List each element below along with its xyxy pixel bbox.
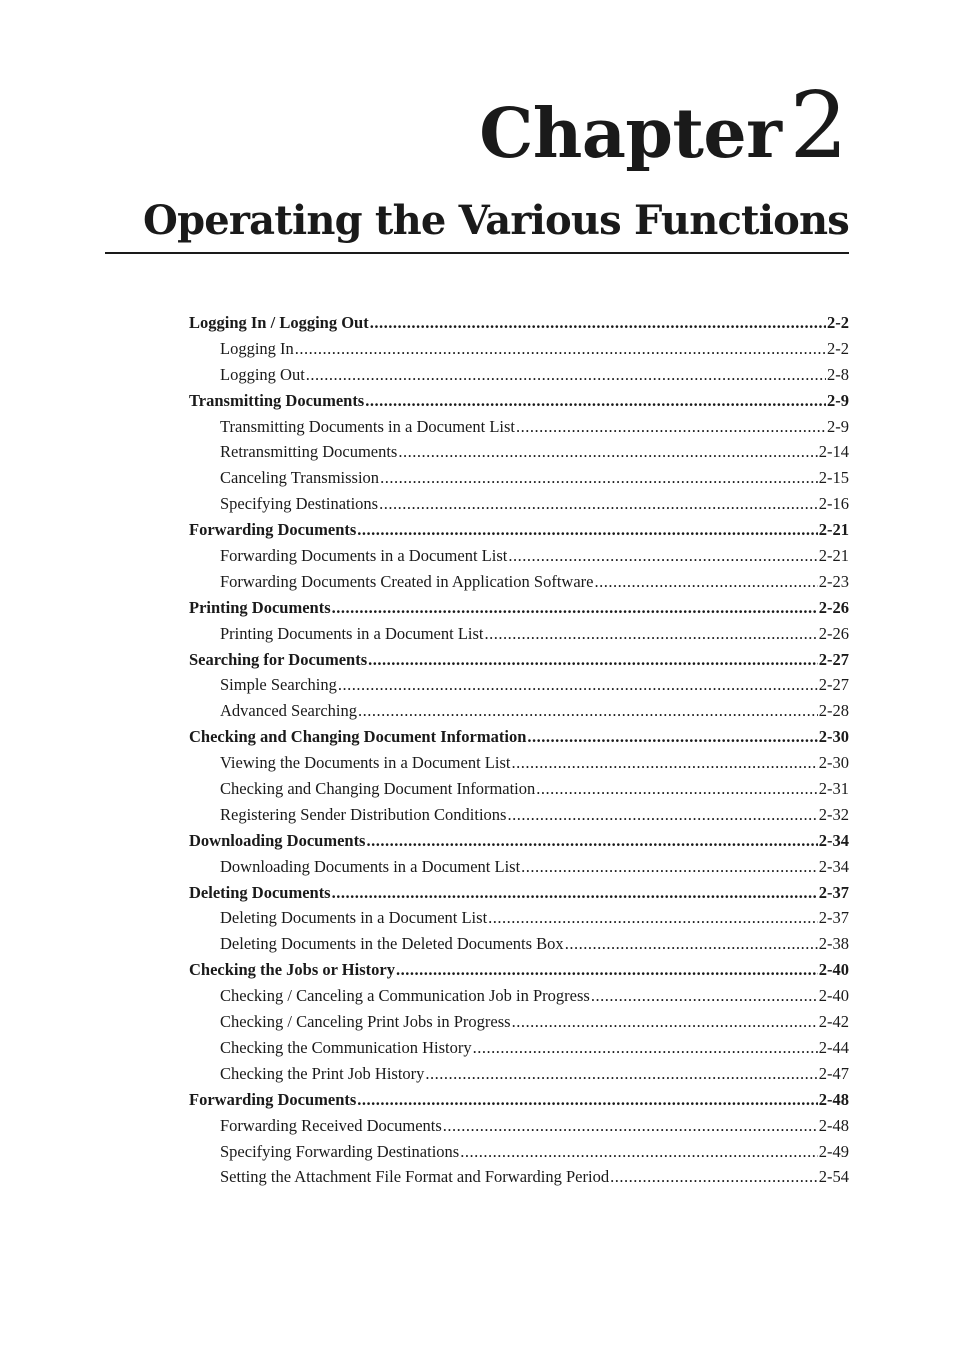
toc-page-number: 2-54 [818,1167,849,1187]
toc-dot-leader [594,569,817,595]
toc-entry-title: Checking / Canceling Print Jobs in Progress [220,1012,511,1032]
toc-dot-leader [306,362,826,388]
toc-entry-title: Specifying Destinations [220,494,379,514]
toc-page-number: 2-32 [818,804,849,824]
toc-dot-leader [460,1139,818,1165]
toc-entry-title: Viewing the Documents in a Document List [220,753,511,773]
chapter-title: Operating the Various Functions [105,196,849,254]
toc-section-entry[interactable] [189,957,849,983]
toc-dot-leader [516,414,826,440]
toc-subsection-entry[interactable] [189,672,849,698]
toc-dot-leader [485,621,818,647]
toc-page-number: 2-9 [827,390,849,410]
toc-entry-title: Printing Documents [189,597,331,617]
toc-page-number: 2-47 [818,1063,849,1083]
toc-subsection-entry[interactable] [189,1139,849,1165]
toc-entry-title: Logging Out [220,364,305,384]
toc-subsection-entry[interactable] [189,983,849,1009]
toc-entry-title: Advanced Searching [220,701,357,721]
toc-page-number: 2-23 [818,571,849,591]
toc-subsection-entry[interactable] [189,1164,849,1190]
toc-entry-title: Searching for Documents [189,649,368,669]
toc-dot-leader [380,465,818,491]
toc-entry-title: Retransmitting Documents [220,442,398,462]
toc-entry-title: Canceling Transmission [220,468,380,488]
toc-entry-title: Printing Documents in a Document List [220,623,484,643]
toc-page-number: 2-21 [818,546,849,566]
chapter-heading [479,72,848,179]
toc-subsection-entry[interactable] [189,905,849,931]
toc-subsection-entry[interactable] [189,621,849,647]
toc-entry-title: Registering Sender Distribution Conditions [220,804,507,824]
toc-page-number: 2-2 [827,338,849,358]
toc-dot-leader [332,595,818,621]
toc-dot-leader [591,983,818,1009]
toc-page-number: 2-40 [818,960,849,980]
toc-section-entry[interactable] [189,880,849,906]
toc-section-entry[interactable] [189,724,849,750]
toc-entry-title: Checking the Communication History [220,1037,472,1057]
toc-subsection-entry[interactable] [189,854,849,880]
toc-subsection-entry[interactable] [189,543,849,569]
toc-subsection-entry[interactable] [189,362,849,388]
toc-subsection-entry[interactable] [189,802,849,828]
toc-dot-leader [610,1164,818,1190]
toc-dot-leader [473,1035,818,1061]
toc-subsection-entry[interactable] [189,465,849,491]
toc-section-entry[interactable] [189,388,849,414]
toc-section-entry[interactable] [189,647,849,673]
toc-page-number: 2-8 [827,364,849,384]
toc-dot-leader [379,491,818,517]
toc-entry-title: Forwarding Documents [189,1089,357,1109]
toc-entry-title: Setting the Attachment File Format and Forwarding Period [220,1167,610,1187]
toc-dot-leader [443,1113,818,1139]
toc-subsection-entry[interactable] [189,1113,849,1139]
toc-entry-title: Forwarding Received Documents [220,1115,442,1135]
toc-dot-leader [527,724,817,750]
toc-dot-leader [396,957,818,983]
table-of-contents [189,310,849,1190]
toc-page-number: 2-15 [818,468,849,488]
toc-section-entry[interactable] [189,310,849,336]
toc-page-number: 2-30 [818,753,849,773]
toc-subsection-entry[interactable] [189,698,849,724]
toc-subsection-entry[interactable] [189,931,849,957]
toc-subsection-entry[interactable] [189,491,849,517]
toc-entry-title: Deleting Documents in a Document List [220,908,488,928]
chapter-label: Chapter [479,94,782,174]
toc-dot-leader [398,439,817,465]
toc-page-number: 2-27 [818,675,849,695]
toc-page-number: 2-26 [818,597,849,617]
toc-entry-title: Checking and Changing Document Information [189,727,527,747]
toc-entry-title: Forwarding Documents in a Document List [220,546,508,566]
toc-dot-leader [338,672,818,698]
toc-dot-leader [536,776,817,802]
toc-page-number: 2-16 [818,494,849,514]
toc-page-number: 2-9 [827,416,849,436]
toc-page-number: 2-21 [818,520,849,540]
toc-section-entry[interactable] [189,517,849,543]
toc-page-number: 2-2 [827,313,849,332]
toc-page-number: 2-37 [818,882,849,902]
toc-entry-title: Simple Searching [220,675,337,695]
toc-section-entry[interactable] [189,1087,849,1113]
toc-page-number: 2-34 [818,856,849,876]
toc-entry-title: Downloading Documents [189,830,366,850]
toc-entry-title: Deleting Documents [189,882,331,902]
toc-entry-title: Checking and Changing Document Information [220,779,536,799]
toc-dot-leader [521,854,818,880]
toc-subsection-entry[interactable] [189,439,849,465]
toc-entry-title: Transmitting Documents in a Document List [220,416,515,436]
toc-dot-leader [332,880,818,906]
toc-dot-leader [508,543,817,569]
toc-page-number: 2-48 [818,1115,849,1135]
toc-dot-leader [511,750,817,776]
toc-subsection-entry[interactable] [189,1061,849,1087]
toc-subsection-entry[interactable] [189,750,849,776]
toc-dot-leader [365,388,826,414]
toc-page-number: 2-49 [818,1141,849,1161]
toc-entry-title: Forwarding Documents [189,520,357,540]
toc-dot-leader [507,802,817,828]
toc-dot-leader [425,1061,817,1087]
toc-entry-title: Logging In [220,338,294,358]
toc-page-number: 2-37 [818,908,849,928]
toc-subsection-entry[interactable] [189,336,849,362]
toc-page-number: 2-27 [818,649,849,669]
toc-page-number: 2-48 [818,1089,849,1109]
toc-subsection-entry[interactable] [189,414,849,440]
toc-page-number: 2-42 [818,1012,849,1032]
toc-entry-title: Forwarding Documents Created in Application Software [220,571,594,591]
toc-dot-leader [357,517,817,543]
toc-page-number: 2-34 [818,830,849,850]
toc-entry-title: Transmitting Documents [189,390,365,410]
toc-subsection-entry[interactable] [189,776,849,802]
toc-dot-leader [366,828,817,854]
toc-entry-title: Downloading Documents in a Document List [220,856,521,876]
toc-subsection-entry[interactable] [189,569,849,595]
toc-entry-title: Checking the Print Job History [220,1063,425,1083]
toc-dot-leader [358,698,818,724]
toc-page-number: 2-26 [818,623,849,643]
toc-dot-leader [488,905,818,931]
toc-page-number: 2-30 [818,727,849,747]
toc-dot-leader [357,1087,817,1113]
toc-subsection-entry[interactable] [189,1009,849,1035]
toc-dot-leader [512,1009,818,1035]
chapter-number: 2 [789,72,848,179]
toc-entry-title: Logging In / Logging Out [189,313,369,332]
toc-page-number: 2-28 [818,701,849,721]
toc-section-entry[interactable] [189,828,849,854]
toc-section-entry[interactable] [189,595,849,621]
toc-dot-leader [565,931,818,957]
toc-dot-leader [295,336,826,362]
toc-dot-leader [370,310,826,336]
toc-page-number: 2-14 [818,442,849,462]
toc-entry-title: Checking the Jobs or History [189,960,395,980]
toc-page-number: 2-38 [818,934,849,954]
toc-page-number: 2-31 [818,779,849,799]
toc-page-number: 2-44 [818,1037,849,1057]
toc-subsection-entry[interactable] [189,1035,849,1061]
toc-page-number: 2-40 [818,986,849,1006]
toc-entry-title: Checking / Canceling a Communication Job in Progress [220,986,590,1006]
toc-entry-title: Specifying Forwarding Destinations [220,1141,460,1161]
toc-dot-leader [368,647,818,673]
toc-entry-title: Deleting Documents in the Deleted Documents Box [220,934,564,954]
